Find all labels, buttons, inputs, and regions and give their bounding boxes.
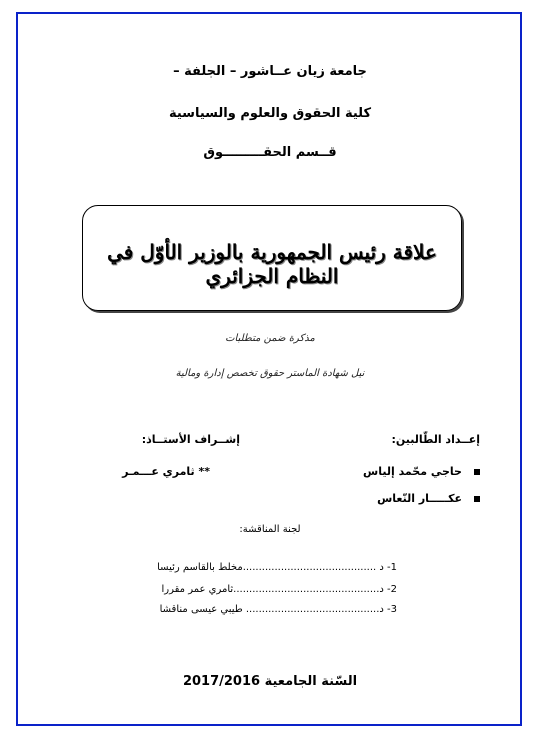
committee-label: لجنة المناقشة: [239,524,301,535]
student-name: عكـــــار النّعاس [377,492,462,505]
committee-member: 1- د ..........................................مخلط بالقاسم رئيسا [157,562,397,573]
preparation-label: إعــداد الطّالبين: [391,433,480,446]
department-name: قــسم الحقـــــــــوق [203,145,337,160]
university-name: جامعة زيان عــاشور – الجلفة – [173,64,367,79]
supervisor-name: ** ثامري عـــمـر [122,465,210,478]
memo-text: مذكرة ضمن متطلبات [225,333,315,344]
student-item [363,465,480,478]
supervision-label: إشــراف الأستــاذ: [141,433,240,446]
student-item [377,492,480,505]
committee-member: 2- د..............................................ثامري عمر مقررا [161,584,397,595]
thesis-title: علاقة رئيس الجمهورية بالوزير الأوّل في النظام الجزائري [107,240,437,288]
academic-year: السّنة الجامعية 2017/2016 [182,674,358,689]
student-name: حاجي محّمد إلياس [363,465,462,478]
committee-member: 3- د.......................................... طيبي عيسى مناقشا [159,604,397,615]
bullet-icon [474,469,480,475]
degree-text: نيل شهادة الماستر حقوق تخصص إدارة ومالية [175,368,365,379]
faculty-name: كلية الحقوق والعلوم والسياسية [168,106,372,121]
bullet-icon [474,496,480,502]
